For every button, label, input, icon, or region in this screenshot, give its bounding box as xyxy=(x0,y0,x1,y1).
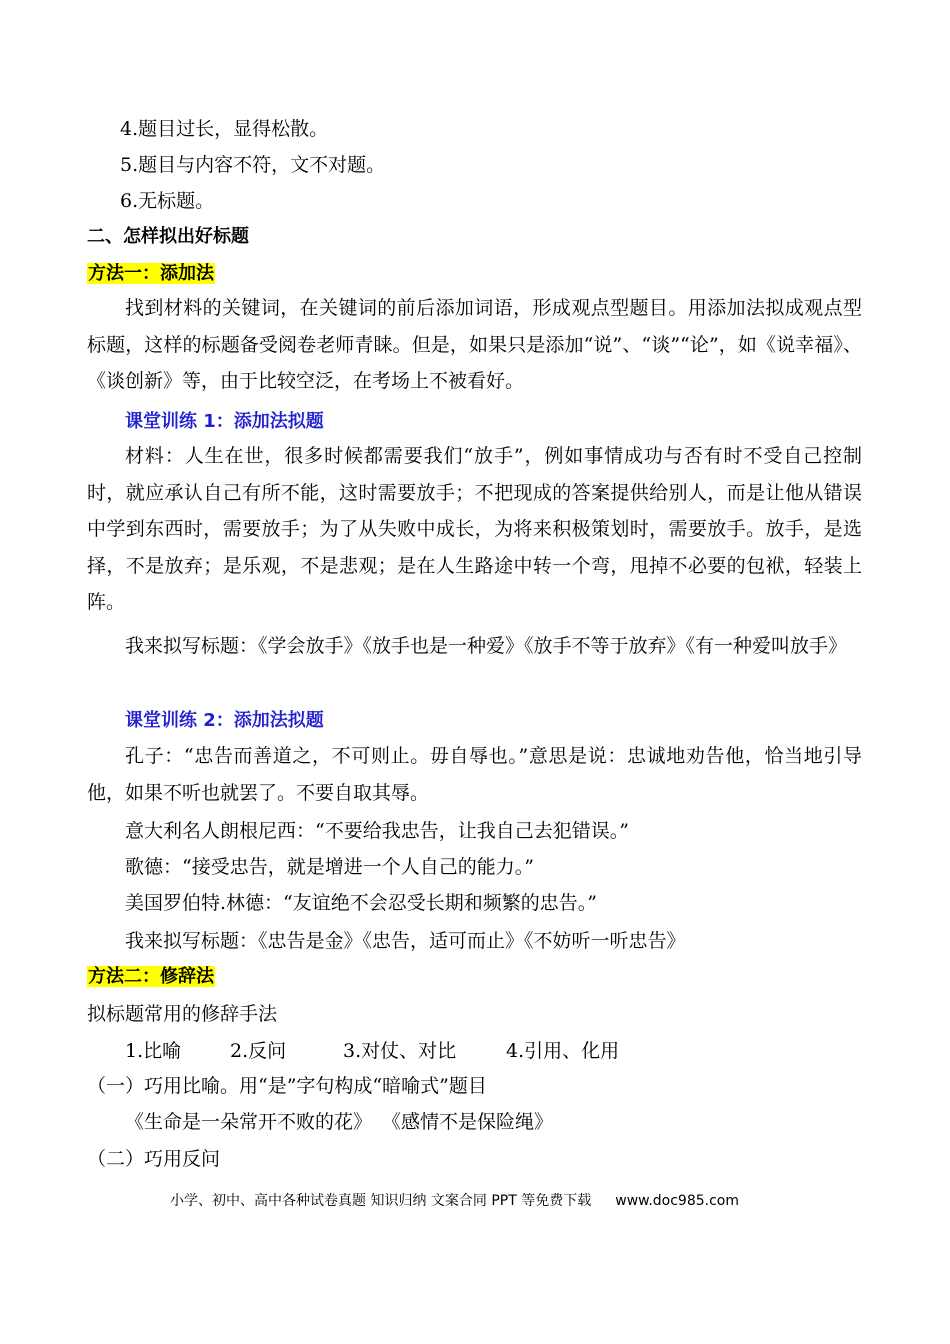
quote-line: 意大利名人朗根尼西：“不要给我忠告，让我自己去犯错误。” xyxy=(125,820,629,842)
list-item: 4.题目过长，显得松散。 xyxy=(120,118,329,140)
list-item: 5.题目与内容不符，文不对题。 xyxy=(120,154,386,176)
quote-line: 我来拟写标题：《忠告是金》《忠告，适可而止》《不妨听一听忠告》 xyxy=(125,930,686,952)
paragraph: 我来拟写标题：《学会放手》《放手也是一种爱》《放手不等于放弃》《有一种爱叫放手》 xyxy=(125,635,848,657)
section-heading: 二、怎样拟出好标题 xyxy=(87,226,249,247)
example-title: 《生命是一朵常开不败的花》 xyxy=(125,1111,373,1133)
paragraph: 孔子：“忠告而善道之，不可则止。毋自辱也。”意思是说：忠诚地劝告他，恰当地引导他，如果不听也就罢了。不要自取其辱。 xyxy=(87,745,862,804)
footer-text: 小学、初中、高中各种试卷真题 知识归纳 文案合同 PPT 等免费下载 xyxy=(170,1193,592,1209)
quote-line: 歌德：“接受忠告，就是增进一个人自己的能力。” xyxy=(125,856,534,878)
text-line: （二）巧用反问 xyxy=(87,1148,221,1170)
paragraph: 材料：人生在世，很多时候都需要我们“放手”，例如事情成功与否有时不受自己控制时，就应承认自己有所不能，这时需要放手；不把现成的答案提供给别人，而是让他从错误中学到东西时，需要放手；为了从失败中成长，为将来积极策划时，需要放手。放手，是选择，不是放弃；是乐观，不是悲观；是在人生路途中转一个弯，甩掉不必要的包袱，轻装上阵。 xyxy=(87,445,862,613)
text-line: 拟标题常用的修辞手法 xyxy=(87,1003,278,1025)
method-heading-text: 方法一：添加法 xyxy=(88,263,214,284)
method-heading xyxy=(87,965,215,989)
list-item: 3.对仗、对比 xyxy=(343,1040,457,1062)
list-item: 6.无标题。 xyxy=(120,190,215,212)
text-line: （一）巧用比喻。用“是”字句构成“暗喻式”题目 xyxy=(87,1075,487,1097)
paragraph: 找到材料的关键词，在关键词的前后添加词语，形成观点型题目。用添加法拟成观点型标题，这样的标题备受阅卷老师青睐。但是，如果只是添加“说”、“谈”“论”，如《说幸福》、《谈创新》等，由于比较空泛，在考场上不被看好。 xyxy=(87,297,862,392)
example-title: 《感情不是保险绳》 xyxy=(382,1111,554,1133)
list-item: 4.引用、化用 xyxy=(506,1040,620,1062)
footer-link[interactable]: www.doc985.com xyxy=(615,1193,739,1209)
method-heading xyxy=(87,262,215,286)
exercise-heading: 课堂训练 1：添加法拟题 xyxy=(125,411,324,432)
quote-line: 美国罗伯特.林德：“友谊绝不会忍受长期和频繁的忠告。” xyxy=(125,892,597,914)
page-footer xyxy=(170,1191,739,1211)
method-heading-text: 方法二：修辞法 xyxy=(88,966,214,987)
list-item: 1.比喻 xyxy=(125,1040,182,1062)
list-item: 2.反问 xyxy=(230,1040,287,1062)
exercise-heading: 课堂训练 2：添加法拟题 xyxy=(125,710,324,731)
